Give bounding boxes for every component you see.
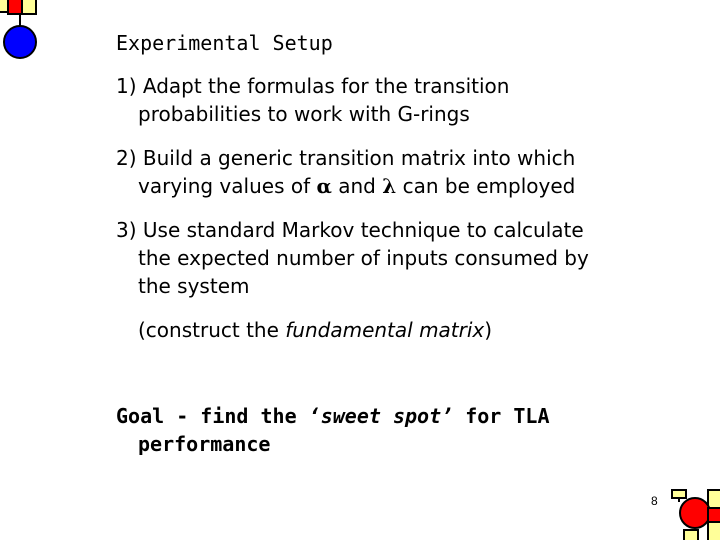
decor-square-yellow bbox=[708, 490, 720, 508]
list-item-3-line-3: the system bbox=[138, 274, 250, 298]
note-emphasis: fundamental matrix bbox=[285, 318, 485, 342]
goal-statement bbox=[116, 402, 549, 458]
list-item-1-line-2: probabilities to work with G-rings bbox=[138, 102, 470, 126]
goal-line-2: performance bbox=[138, 432, 271, 456]
slide-title: Experimental Setup bbox=[116, 31, 333, 55]
page-number: 8 bbox=[651, 494, 658, 508]
list-item-2-line-2 bbox=[116, 172, 575, 200]
decor-square-yellow bbox=[22, 0, 36, 14]
goal-line-1 bbox=[116, 404, 549, 428]
note-text-before: (construct the bbox=[138, 318, 286, 342]
list-item-2 bbox=[116, 144, 575, 200]
goal-text-before: Goal - find the bbox=[116, 404, 309, 428]
list-item-3-line-1: 3) Use standard Markov technique to calculate bbox=[116, 218, 584, 242]
alpha-symbol: α bbox=[316, 174, 332, 198]
goal-emphasis: ‘sweet spot’ bbox=[308, 404, 454, 428]
goal-text-after: for TLA bbox=[453, 404, 550, 428]
decor-square-yellow bbox=[672, 490, 686, 498]
list-item-1-line-1: 1) Adapt the formulas for the transition bbox=[116, 74, 510, 98]
list-item-2-text-a: varying values of bbox=[138, 174, 317, 198]
decor-square-yellow bbox=[684, 530, 698, 540]
list-item-3 bbox=[116, 216, 589, 300]
list-item-3-line-2: the expected number of inputs consumed by bbox=[138, 246, 589, 270]
decor-square-red bbox=[708, 508, 720, 522]
fundamental-matrix-note bbox=[138, 316, 492, 344]
list-item-2-line-1: 2) Build a generic transition matrix into which bbox=[116, 146, 576, 170]
corner-decoration-bottom-right bbox=[664, 488, 720, 540]
lambda-symbol: λ bbox=[382, 174, 397, 198]
decor-circle-red bbox=[680, 498, 710, 528]
decor-square-red bbox=[8, 0, 22, 14]
list-item-2-text-b: and bbox=[331, 174, 383, 198]
decor-circle-blue bbox=[4, 26, 36, 58]
list-item-2-text-c: can be employed bbox=[396, 174, 576, 198]
decor-square-yellow bbox=[708, 522, 720, 540]
note-text-after: ) bbox=[484, 318, 493, 342]
corner-decoration-top-left bbox=[0, 0, 60, 64]
list-item-1 bbox=[116, 72, 509, 128]
